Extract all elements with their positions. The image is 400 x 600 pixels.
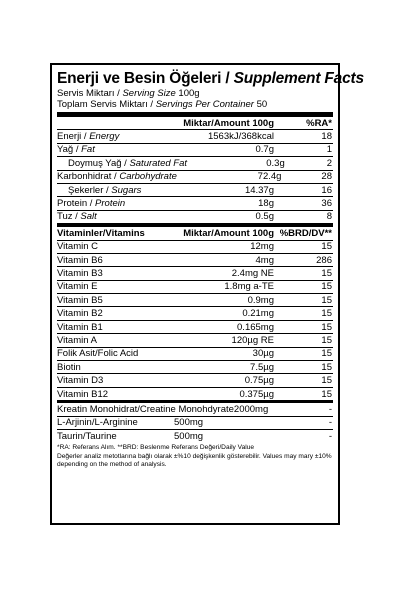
vitamin-dv: 15 <box>321 308 332 320</box>
vitamin-dv: 15 <box>321 294 332 306</box>
nutrient-ra: 18 <box>321 131 332 143</box>
vitamin-row <box>57 388 333 400</box>
vitamin-name: Vitamin B1 <box>57 321 103 333</box>
ingredient-dv: - <box>328 417 332 429</box>
vitamin-list <box>57 241 333 401</box>
vitamin-amount: 0.75µg <box>244 375 274 387</box>
nutrient-amount: 1563kJ/368kcal <box>207 131 274 143</box>
vitamin-amount: 1.8mg a-TE <box>224 281 274 293</box>
nutrient-ra: 28 <box>321 171 332 183</box>
vitamin-amount: 0.9mg <box>247 294 274 306</box>
vitamin-header-row <box>57 227 333 240</box>
other-ingredient-row <box>57 430 333 442</box>
vitamin-amount: 7.5µg <box>250 361 274 373</box>
vitamin-row <box>57 281 333 294</box>
panel-title <box>57 70 364 88</box>
nutrient-name-en: Saturated Fat <box>129 157 187 169</box>
vitamin-amount: 4mg <box>255 254 274 266</box>
title-english: Supplement Facts <box>233 70 364 87</box>
vitamin-amount: 12mg <box>250 241 274 253</box>
ingredient-name: Kreatin Monohidrat/Creatine Monohdyrate <box>57 403 234 415</box>
vitamin-row <box>57 267 333 280</box>
nutrient-row <box>57 197 333 210</box>
vitamin-dv: 286 <box>316 254 332 266</box>
vitamin-dv: 15 <box>321 375 332 387</box>
servings-label-tr: Toplam Servis Miktarı / <box>57 99 156 110</box>
nutrient-amount: 14.37g <box>244 184 274 196</box>
vitamin-name: Vitamin B5 <box>57 294 103 306</box>
nutrient-row <box>57 157 333 170</box>
nutrient-amount: 0.3g <box>266 157 285 169</box>
nutrient-name-en: Energy <box>89 131 120 143</box>
ingredient-amount: 500mg <box>174 430 204 442</box>
nutrient-ra: 2 <box>326 157 332 169</box>
vitamin-amount: 0.375µg <box>239 388 274 400</box>
nutrient-row <box>57 144 333 157</box>
amount-header: Miktar/Amount 100g <box>183 117 274 129</box>
vitamin-amount: 30µg <box>252 348 274 360</box>
nutrient-row <box>57 171 333 184</box>
nutrient-name-tr: Şekerler / <box>68 184 112 196</box>
vitamin-amount: 120µg RE <box>231 334 274 346</box>
vitamin-dv: 15 <box>321 388 332 400</box>
vitamin-dv: 15 <box>321 348 332 360</box>
nutrient-name-en: Fat <box>81 144 95 156</box>
nutrient-amount: 72.4g <box>257 171 282 183</box>
nutrient-ra: 36 <box>321 198 332 210</box>
vitamin-dv: 15 <box>321 321 332 333</box>
nutrient-name-tr: Tuz / <box>57 211 81 223</box>
servings-per-container-line <box>57 99 333 110</box>
nutrient-name-en: Carbohydrate <box>119 171 177 183</box>
nutrient-name <box>57 158 187 169</box>
vitamin-row <box>57 241 333 254</box>
nutrient-amount: 0.5g <box>255 211 274 223</box>
nutrient-list <box>57 130 333 224</box>
vitamin-row <box>57 374 333 387</box>
nutrient-row <box>57 130 333 143</box>
vitamin-row <box>57 307 333 320</box>
vitamin-amount: 0.165mg <box>237 321 274 333</box>
vitamin-dv: 15 <box>321 334 332 346</box>
footnote-method: depending on the method of analysis. <box>57 461 167 469</box>
nutrient-header-row <box>57 117 333 130</box>
ra-header: %RA* <box>306 117 332 129</box>
serving-size-value: 100g <box>175 88 200 99</box>
vitamin-dv: 15 <box>321 241 332 253</box>
vitamin-name: Vitamin D3 <box>57 375 104 387</box>
footnote-variance: Değerler analiz metotlarına bağlı olarak ±%10 değişkenlik gösterebilir. Values may mary ±10% <box>57 452 332 460</box>
vitamin-amount: 2.4mg NE <box>231 267 274 279</box>
footnotes <box>57 442 333 469</box>
vitamin-name: Vitamin C <box>57 241 99 253</box>
nutrient-name <box>57 131 154 142</box>
other-ingredients-list <box>57 403 333 442</box>
vitamin-name: Vitamin A <box>57 334 97 346</box>
nutrient-ra: 8 <box>326 211 332 223</box>
ingredient-name: L-Arjinin/L-Arginine <box>57 417 138 429</box>
dv-header: %BRD/DV** <box>279 227 332 239</box>
serving-size-label-en: Serving Size <box>122 88 176 99</box>
ingredient-dv: - <box>328 403 332 415</box>
nutrient-name <box>57 198 154 209</box>
nutrient-ra: 16 <box>321 184 332 196</box>
nutrient-amount: 0.7g <box>255 144 274 156</box>
serving-size-label-tr: Servis Miktarı / <box>57 88 123 99</box>
vitamin-name: Folik Asit/Folic Acid <box>57 348 139 360</box>
vitamin-name: Vitamin B2 <box>57 308 103 320</box>
vitamin-row <box>57 294 333 307</box>
nutrient-name-en: Protein <box>95 198 126 210</box>
vitamin-dv: 15 <box>321 267 332 279</box>
nutrient-name-en: Sugars <box>111 184 142 196</box>
nutrient-name <box>57 144 154 155</box>
serving-size-line <box>57 88 333 99</box>
vitamins-header: Vitaminler/Vitamins <box>57 227 145 239</box>
nutrient-name-tr: Yağ / <box>57 144 82 156</box>
vitamin-row <box>57 334 333 347</box>
servings-label-en: Servings Per Container <box>155 99 254 110</box>
vitamin-name: Vitamin B12 <box>57 388 109 400</box>
servings-value: 50 <box>253 99 268 110</box>
ingredient-amount: 500mg <box>174 417 204 429</box>
title-turkish: Enerji ve Besin Öğeleri / <box>57 70 234 87</box>
vitamin-amount-header: Miktar/Amount 100g <box>183 227 274 239</box>
nutrient-ra: 1 <box>326 144 332 156</box>
supplement-facts-panel <box>50 63 364 525</box>
vitamin-row <box>57 321 333 334</box>
vitamin-row <box>57 361 333 374</box>
vitamin-dv: 15 <box>321 281 332 293</box>
nutrient-row <box>57 184 333 197</box>
nutrient-name-en: Salt <box>80 211 97 223</box>
nutrient-name <box>57 185 154 196</box>
vitamin-row <box>57 348 333 361</box>
other-ingredient-row <box>57 417 333 430</box>
nutrient-name-tr: Doymuş Yağ / <box>68 157 130 169</box>
nutrient-name-tr: Karbonhidrat / <box>57 171 120 183</box>
nutrient-row <box>57 211 333 224</box>
nutrient-name <box>57 171 177 182</box>
nutrient-name-tr: Enerji / <box>57 131 90 143</box>
ingredient-amount: 2000mg <box>233 403 269 415</box>
vitamin-dv: 15 <box>321 361 332 373</box>
vitamin-name: Vitamin E <box>57 281 98 293</box>
ingredient-dv: - <box>328 430 332 442</box>
footnote-reference: *RA: Referans Alım. **BRD: Beslenme Referans Değeri/Daily Value <box>57 444 255 452</box>
vitamin-amount: 0.21mg <box>242 308 274 320</box>
nutrient-name <box>57 211 154 222</box>
other-ingredient-row <box>57 403 333 416</box>
nutrient-name-tr: Protein / <box>57 198 96 210</box>
ingredient-name: Taurin/Taurine <box>57 430 117 442</box>
vitamin-name: Biotin <box>57 361 81 373</box>
vitamin-name: Vitamin B3 <box>57 267 103 279</box>
nutrient-amount: 18g <box>258 198 274 210</box>
vitamin-row <box>57 254 333 267</box>
vitamin-name: Vitamin B6 <box>57 254 103 266</box>
